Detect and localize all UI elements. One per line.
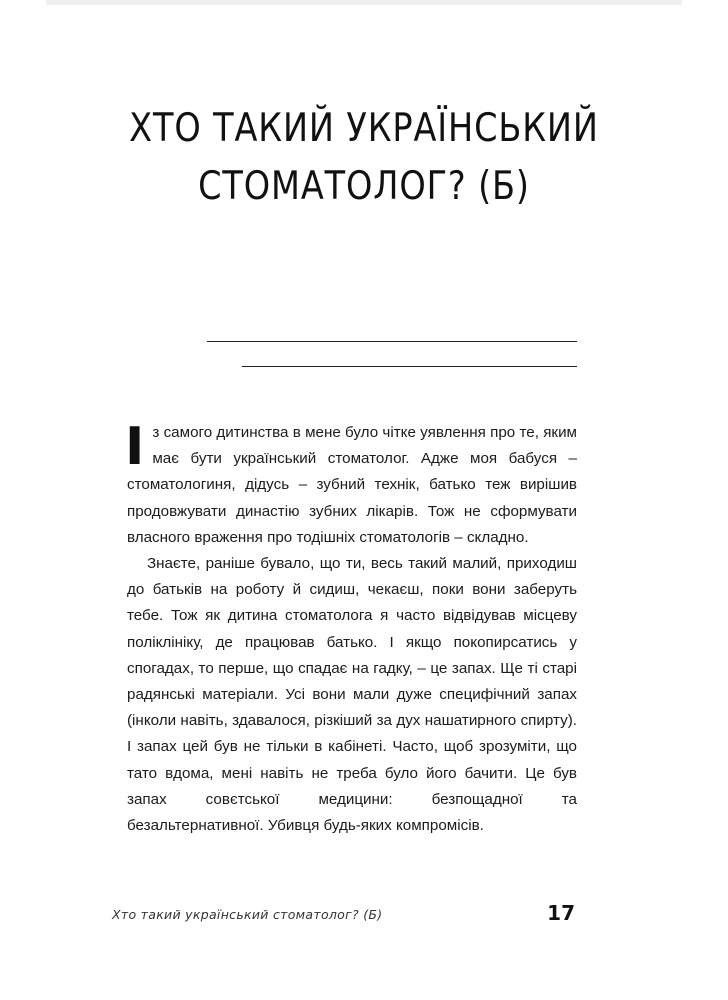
- chapter-title-line-1: ХТО ТАКИЙ УКРАЇНСЬКИЙ: [129, 106, 599, 151]
- paragraph-2: Знаєте, раніше бувало, що ти, весь такий малий, приходиш до батьків на роботу й сидиш, чекаєш, поки вони заберуть тебе. Тож як дитина стоматолога я часто відвідував місцеву поліклініку, де працював батько. І якщо покопирсатись у спогадах, то перше, що спадає на гадку, – це запах. Ще ті старі радянські матеріали. Усі вони мали дуже специфічний запах (інколи навіть, здавалося, різкіший за дух нашатирного спирту). І запах цей був не тільки в кабінеті. Часто, щоб зрозуміти, що тато вдома, мені навіть не треба було його бачити. Це був запах совєтської медицини: безпощадної та безальтернативної. Убивця будь-яких компромісів.: [127, 555, 577, 835]
- paragraph-1-text: з самого дитинства в мене було чітке уявлення про те, яким має бути український стоматолог. Адже моя бабуся – стоматологиня, дідусь – зубний технік, батько теж вирішив продовжувати династію зубних лікарів. Тож не сформувати власного враження про тодішніх стоматологів – складно.: [127, 424, 577, 546]
- decorative-rule-top: [207, 341, 577, 342]
- running-footer-title: Хто такий український стоматолог? (Б): [112, 907, 383, 922]
- chapter-title-line-2: СТОМАТОЛОГ? (Б): [198, 164, 530, 209]
- decorative-rule-bottom: [242, 366, 577, 367]
- chapter-body: [125, 417, 577, 839]
- paragraph-1: [125, 417, 577, 551]
- chapter-title: [103, 100, 626, 216]
- page-top-edge: [46, 0, 682, 5]
- page-number: 17: [547, 901, 575, 925]
- drop-cap: І: [125, 417, 145, 477]
